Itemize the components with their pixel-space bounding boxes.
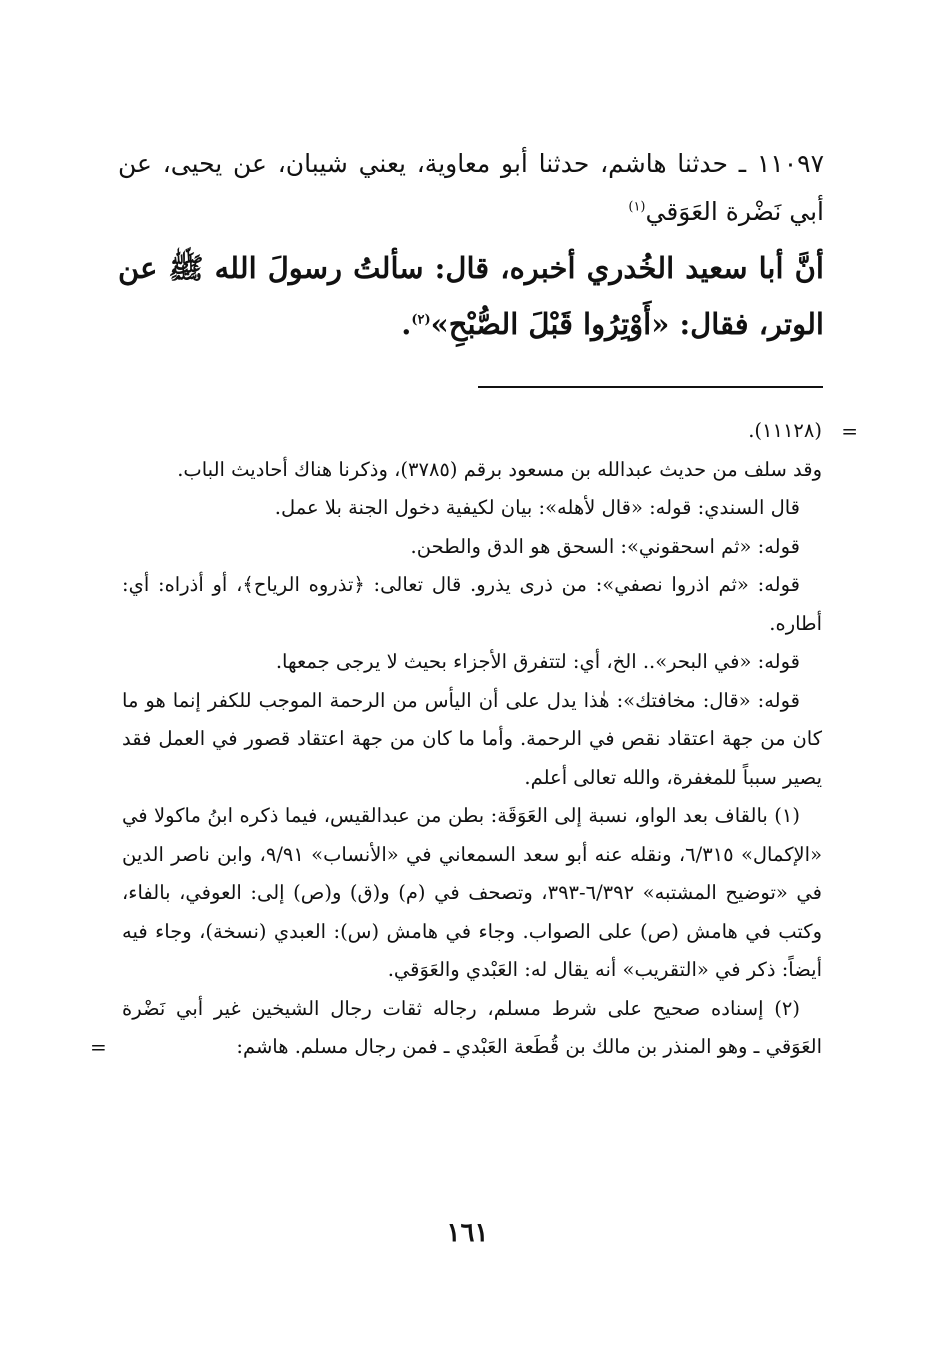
footnote-line: قوله: «في البحر».. الخ، أي: لتتفرق الأجزاء بحيث لا يرجى جمعها. [275, 650, 800, 673]
footnote-line: (١١١٢٨). [748, 419, 822, 442]
footnote-line: قوله: «قال: مخافتك»: هٰذا يدل على أن اليأس من الرحمة الموجب للكفر إنما هو ما كان من جهة اعتقاد نقص في الرحمة. وأما ما كان من جهة اعتقاد قصور في العمل فقد يصير سبباً للمغفرة، والله تعالى أعلم. [122, 688, 822, 789]
footnote-1: (١) بالقاف بعد الواو، نسبة إلى العَوَقَة: بطن من عبدالقيس، فيما ذكره ابنُ ماكولا في «الإكمال» ٦/٣١٥، ونقله عنه أبو سعد السمعاني في «الأنساب» ٩/٩١، وابن ناصر الدين في «توضيح المشتبه» ٦/٣٩٢-٣٩٣، وتصحف في (م) و(ق) و(ص) إلى: العوفي، بالفاء، وكتب في هامش (ص) على الصواب. وجاء في هامش (س): العبدي (نسخة)، وجاء فيه أيضاً: ذكر في «التقريب» أنه يقال له: العَبْدي والعَوَقي. [122, 804, 823, 981]
hadith-matn [118, 240, 824, 352]
matn-text: أنَّ أبا سعيد الخُدري أخبره، قال: سألتُ رسولَ الله ﷺ عن الوتر، فقال: «أَوْتِرُوا قَبْلَ الصُّبْحِ» [118, 251, 824, 341]
footnote-line: قال السندي: قوله: «قال لأهله»: بيان لكيفية دخول الجنة بلا عمل. [274, 496, 800, 519]
footnote-ref-2: (٢) [411, 312, 431, 328]
footnote-line: قوله: «ثم اذروا نصفي»: من ذرى يذرو. قال تعالى: ﴿تذروه الرياح﴾، أو أذراه: أي: أطاره. [122, 573, 822, 635]
matn-end: . [401, 307, 412, 341]
page-number: ١٦١ [446, 1218, 489, 1248]
footnote-line: قوله: «ثم اسحقوني»: السحق هو الدق والطحن. [410, 534, 800, 558]
continuation-mark-bottom: = [90, 1035, 107, 1059]
isnad-text: ١١٠٩٧ ـ حدثنا هاشم، حدثنا أبو معاوية، يعني شيبان، عن يحيى، عن أبي نَضْرة العَوَقي [118, 149, 824, 226]
hadith-isnad [118, 140, 824, 236]
footnotes [90, 412, 858, 1067]
footnote-2: (٢) إسناده صحيح على شرط مسلم، رجاله ثقات رجال الشيخين غير أبي نَضْرة العَوَقي ـ وهو المنذر بن مالك بن قُطَعة العَبْدي ـ فمن رجال مسلم. هاشم: [122, 996, 822, 1058]
hadith-block [118, 140, 824, 352]
continuation-mark-top: = [841, 419, 858, 443]
footnote-separator [478, 386, 823, 388]
footnote-ref-1: (١) [628, 199, 646, 215]
footnote-line: وقد سلف من حديث عبدالله بن مسعود برقم (٣٧٨٥)، وذكرنا هناك أحاديث الباب. [177, 457, 822, 481]
